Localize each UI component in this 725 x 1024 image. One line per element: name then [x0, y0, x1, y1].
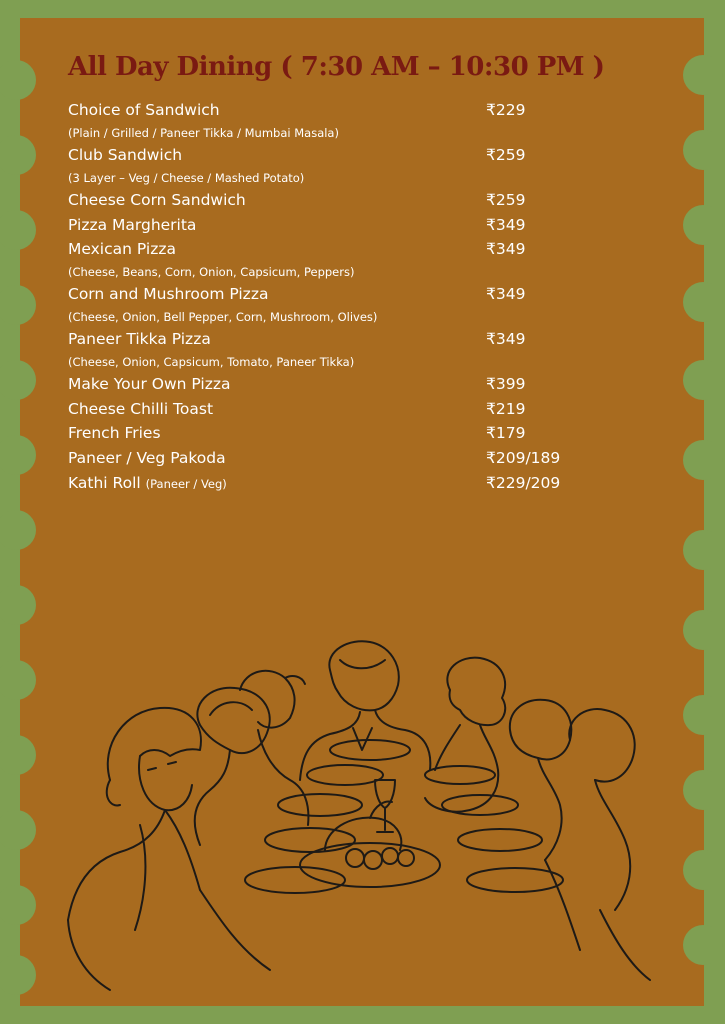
notch — [683, 205, 723, 245]
item-name: Cheese Corn Sandwich — [68, 191, 246, 209]
notch — [683, 282, 723, 322]
item-name: Mexican Pizza — [68, 240, 176, 259]
menu-item — [68, 446, 628, 471]
item-name: Kathi Roll — [68, 473, 141, 492]
item-price: ₹179 — [486, 424, 526, 443]
item-name: Paneer Tikka Pizza — [68, 330, 211, 349]
menu-item — [68, 98, 628, 143]
item-price: ₹349 — [486, 330, 526, 349]
item-description: (Plain / Grilled / Paneer Tikka / Mumbai Masala) — [68, 125, 339, 140]
menu-item — [68, 397, 628, 422]
notch — [683, 695, 723, 735]
item-price: ₹399 — [486, 375, 526, 394]
item-name: Paneer / Veg Pakoda — [68, 448, 226, 467]
item-description: (Cheese, Beans, Corn, Onion, Capsicum, Peppers) — [68, 264, 355, 279]
notch — [683, 360, 723, 400]
menu-title: All Day Dining ( 7:30 AM – 10:30 PM ) — [68, 52, 605, 82]
notch — [683, 770, 723, 810]
item-price: ₹209/189 — [486, 448, 561, 467]
notch — [683, 925, 723, 965]
item-price: ₹259 — [486, 146, 526, 164]
menu-item — [68, 143, 628, 188]
item-name: French Fries — [68, 424, 161, 443]
notch — [683, 530, 723, 570]
menu-item — [68, 421, 628, 446]
item-price: ₹229/209 — [486, 473, 561, 492]
item-price: ₹349 — [486, 215, 526, 234]
item-name: Pizza Margherita — [68, 215, 197, 234]
notch — [683, 610, 723, 650]
item-name: Choice of Sandwich — [68, 101, 220, 119]
item-price: ₹229 — [486, 101, 526, 119]
item-price: ₹219 — [486, 399, 526, 418]
item-description: (Cheese, Onion, Bell Pepper, Corn, Mushroom, Olives) — [68, 309, 378, 324]
item-price: ₹349 — [486, 285, 526, 304]
item-price: ₹259 — [486, 191, 526, 209]
menu-list — [68, 98, 628, 496]
item-note: (Paneer / Veg) — [145, 476, 227, 491]
menu-item — [68, 188, 628, 213]
item-description: (Cheese, Onion, Capsicum, Tomato, Paneer Tikka) — [68, 354, 355, 369]
menu-item — [68, 471, 628, 497]
menu-item — [68, 282, 628, 327]
notch — [683, 55, 723, 95]
diners-line-art — [40, 630, 660, 1000]
menu-item — [68, 327, 628, 372]
notch — [683, 440, 723, 480]
menu-item — [68, 213, 628, 238]
item-name: Corn and Mushroom Pizza — [68, 285, 269, 304]
menu-item — [68, 372, 628, 397]
notch — [683, 850, 723, 890]
notch — [683, 130, 723, 170]
item-name: Cheese Chilli Toast — [68, 399, 214, 418]
menu-item — [68, 237, 628, 282]
item-price: ₹349 — [486, 240, 526, 259]
item-description: (3 Layer – Veg / Cheese / Mashed Potato) — [68, 170, 305, 185]
item-name: Make Your Own Pizza — [68, 375, 231, 394]
item-name: Club Sandwich — [68, 146, 183, 164]
